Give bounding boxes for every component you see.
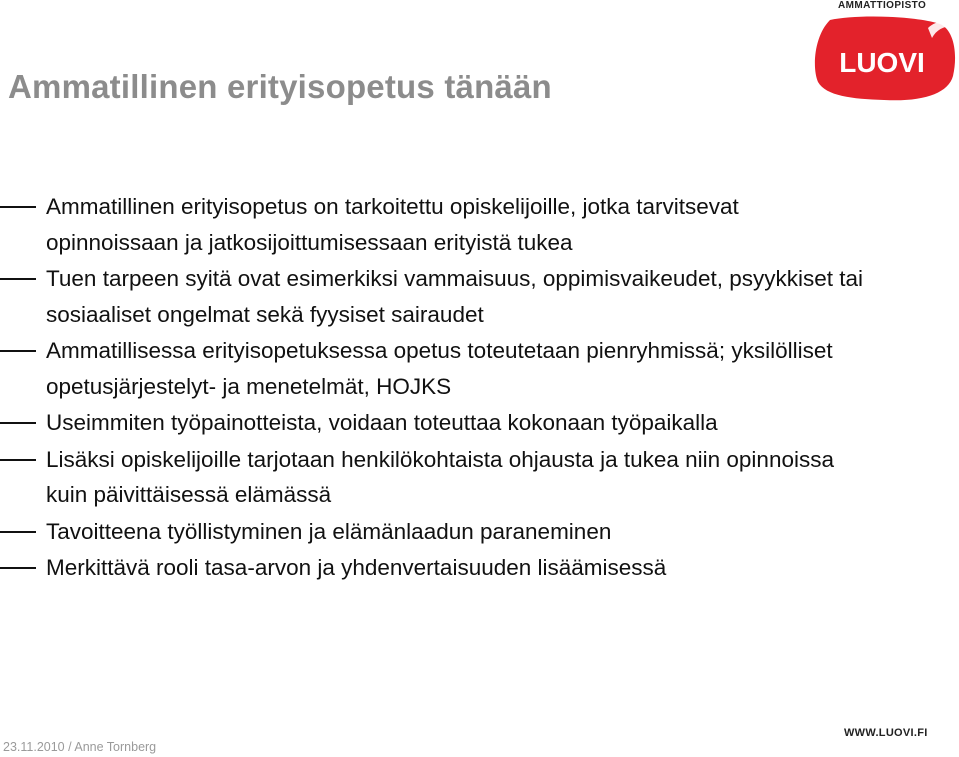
footer-website: WWW.LUOVI.FI [844,727,928,739]
bullet-item [0,333,866,404]
dash-icon [0,531,36,533]
footer-date-author: 23.11.2010 / Anne Tornberg [3,740,157,754]
bullet-text: Merkittävä rooli tasa-arvon ja yhdenvertaisuuden lisäämisessä [46,555,667,580]
luovi-logo [812,0,959,102]
logo-main-text: LUOVI [839,47,925,78]
logo-top-text: AMMATTIOPISTO [838,0,927,11]
bullet-text: Ammatillinen erityisopetus on tarkoitettu opiskelijoille, jotka tarvitsevat opinnoissaan ja jatkosijoittumisessaan erityistä tukea [46,194,739,255]
dash-icon [0,459,36,461]
bullet-item [0,442,866,513]
dash-icon [0,567,36,569]
dash-icon [0,350,36,352]
bullet-text: Lisäksi opiskelijoille tarjotaan henkilökohtaista ohjausta ja tukea niin opinnoissa kuin päivittäisessä elämässä [46,446,834,507]
dash-icon [0,278,36,280]
bullet-text: Ammatillisessa erityisopetuksessa opetus toteutetaan pienryhmissä; yksilölliset opetusjärjestelyt- ja menetelmät, HOJKS [46,338,833,399]
bullet-item [0,261,866,332]
slide-title: Ammatillinen erityisopetus tänään [8,68,552,105]
logo-badge-icon [812,14,959,102]
bullet-text: Useimmiten työpainotteista, voidaan toteuttaa kokonaan työpaikalla [46,410,718,435]
bullet-text: Tuen tarpeen syitä ovat esimerkiksi vammaisuus, oppimisvaikeudet, psyykkiset tai sosiaaliset ongelmat sekä fyysiset sairaudet [46,266,863,327]
dash-icon [0,422,36,424]
bullet-text: Tavoitteena työllistyminen ja elämänlaadun paraneminen [46,518,612,544]
dash-icon [0,206,36,208]
bullet-item [0,550,866,586]
bullet-item [0,514,866,550]
bullet-item [0,189,866,260]
bullet-list [0,189,959,587]
bullet-item [0,405,866,441]
